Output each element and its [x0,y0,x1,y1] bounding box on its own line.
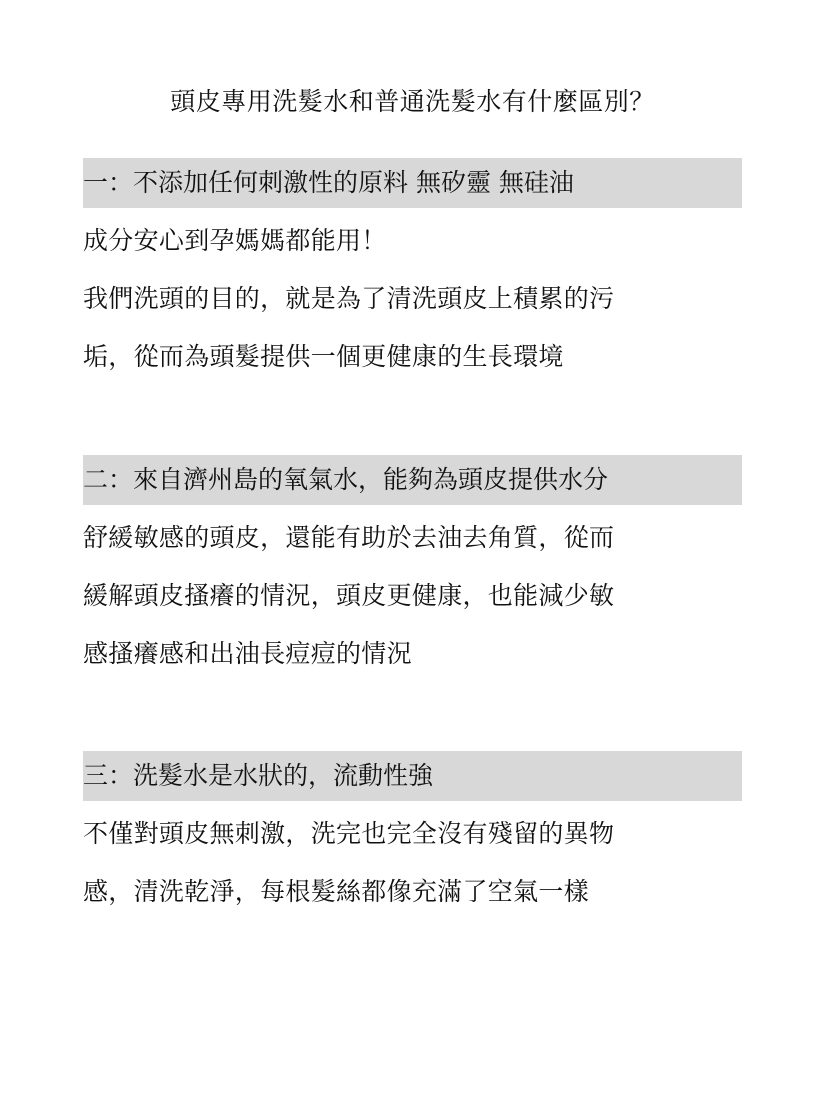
section-body [83,509,742,683]
section-1 [83,158,742,386]
section-heading: 二：來自濟州島的氧氣水，能夠為頭皮提供水分 [83,455,742,505]
page-title: 頭皮專用洗髮水和普通洗髮水有什麼區別？ [170,87,655,116]
body-line: 我們洗頭的目的，就是為了清洗頭皮上積累的污 [83,284,615,313]
section-3 [83,751,742,921]
section-body [83,805,742,921]
section-heading: 三：洗髮水是水狀的，流動性強 [83,751,742,801]
section-2 [83,455,742,683]
body-line: 不僅對頭皮無刺激，洗完也完全沒有殘留的異物 [83,819,615,848]
body-line: 感，清洗乾淨，每根髮絲都像充滿了空氣一樣 [83,877,590,906]
body-line: 舒緩敏感的頭皮，還能有助於去油去角質，從而 [83,523,615,552]
body-line: 感搔癢感和出油長痘痘的情況 [83,639,412,668]
body-line: 緩解頭皮搔癢的情況，頭皮更健康，也能減少敏 [83,581,615,610]
section-body [83,212,742,386]
section-heading: 一：不添加任何刺激性的原料 無矽靈 無硅油 [83,158,742,208]
body-line: 成分安心到孕媽媽都能用！ [83,226,387,255]
body-line: 垢，從而為頭髮提供一個更健康的生長環境 [83,342,564,371]
